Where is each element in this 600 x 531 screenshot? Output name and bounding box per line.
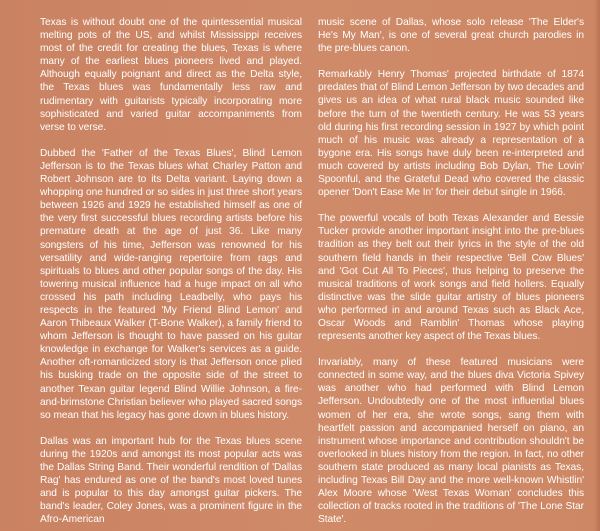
paragraph-henry-thomas: Remarkably Henry Thomas' projected birthdate of 1874 predates that of Blind Lemon Jefferson by two decades and gives us an idea of what rural black music sounded like before the turn of the twentieth century. He was 53 years old during his first recording session in 1927 by which point much of his music was already a representation of a bygone era. His songs have duly been re-interpreted and much covered by artists including Bob Dylan, The Lovin' Spoonful, and the Grateful Dead who covered the classic opener 'Don't Ease Me In' for their debut single in 1966. bbox=[318, 69, 584, 199]
paragraph-dallas: Dallas was an important hub for the Texas blues scene during the 1920s and amongst its most popular acts was the Dallas String Band. Their wonderful rendition of 'Dallas Rag' has endured as one of the band's most loved tunes and is popular to this day amongst guitar pickers. The band's leader, Coley Jones, was a prominent figure in the Afro-American bbox=[40, 435, 302, 526]
paragraph-blind-lemon-jefferson: Dubbed the 'Father of the Texas Blues', Blind Lemon Jefferson is to the Texas blues what Charley Patton and Robert Johnson are to its Delta variant. Laying down a whopping one hundred or so sides in just three short years between 1926 and 1929 he established himself as one of the very first successful blues recording artists before his premature death at the age of just 36. Like many songsters of his time, Jefferson was renowned for his versatility and wide-ranging repertoire from rags and spirituals to blues and other popular songs of the day. His towering musical influence had a huge impact on all who crossed his path including Leadbelly, who pays his respects in the featured 'My Friend Blind Lemon' and Aaron Thibeaux Walker (T-Bone Walker), a family friend to whom Jefferson is thought to have passed on his guitar knowledge in exchange for Walker's services as a guide. Another oft-romanticized story is that Jefferson once plied his busking trade on the opposite side of the street to another Texan guitar legend Blind Willie Johnson, a fire-and-brimstone Christian believer who played sacred songs so mean that his legacy has gone down in blues history. bbox=[40, 147, 302, 421]
paragraph-coley-jones: music scene of Dallas, whose solo release 'The Elder's He's My Man', is one of several great church parodies in the pre-blues canon. bbox=[318, 17, 584, 55]
paragraph-texas-intro: Texas is without doubt one of the quintessential musical melting pots of the US, and whilst Mississippi receives most of the credit for creating the blues, Texas is where many of the earliest blues pioneers lived and played. Although equally poignant and direct as the Delta style, the Texas blues was fundamentally less raw and rudimentary with guitarists typically incorporating more sophisticated and varied guitar accompaniments from verse to verse. bbox=[40, 17, 302, 133]
page-edge-shadow bbox=[594, 0, 600, 531]
left-text-column bbox=[40, 16, 302, 531]
paragraph-vocals-slide: The powerful vocals of both Texas Alexander and Bessie Tucker provide another important insight into the pre-blues tradition as they belt out their lyrics in the style of the old southern field hands in their respective 'Bell Cow Blues' and 'Got Cut All To Pieces', thus helping to preserve the musical traditions of work songs and field hollers. Equally distinctive was the slide guitar artistry of blues pioneers who performed in and around Texas such as Black Ace, Oscar Woods and Ramblin' Thomas whose playing represents another key aspect of the Texas blues. bbox=[318, 213, 584, 343]
paragraph-victoria-spivey: Invariably, many of these featured musicians were connected in some way, and the blues diva Victoria Spivey was another who had performed with Blind Lemon Jefferson. Undoubtedly one of the most influential blues women of her era, she wrote songs, sang them with heartfelt passion and accompanied herself on piano, an instrument whose importance and contribution shouldn't be overlooked in blues history from the region. In fact, no other southern state produced as many local pianists as Texas, including Texas Bill Day and the more well-known Whistlin' Alex Moore whose 'West Texas Woman' concludes this collection of tracks rooted in the traditions of 'The Lone Star State'. bbox=[318, 357, 584, 526]
right-text-column bbox=[318, 16, 584, 531]
